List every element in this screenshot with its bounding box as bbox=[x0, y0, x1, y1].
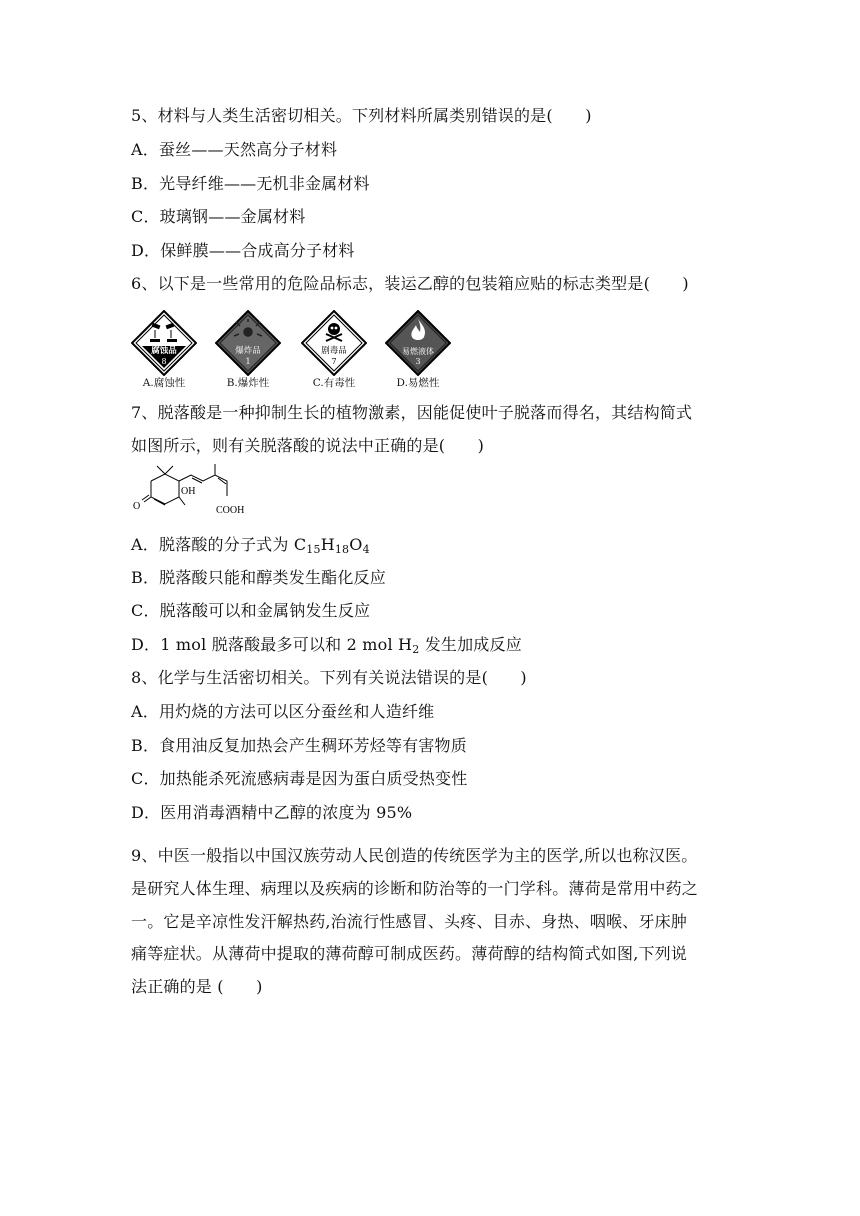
hazard-signs bbox=[131, 310, 451, 392]
sign-number-explosive: 1 bbox=[245, 357, 251, 366]
sign-number-toxic: 7 bbox=[331, 357, 337, 366]
element-h: H bbox=[320, 535, 335, 554]
q5-stem: 5、材料与人类生活密切相关。下列材料所属类别错误的是( ) bbox=[131, 106, 592, 125]
q7-option-b: B．脱落酸只能和醇类发生酯化反应 bbox=[131, 568, 386, 587]
q7-option-d-text: D．1 mol 脱落酸最多可以和 2 mol H bbox=[131, 635, 413, 654]
q8-stem: 8、化学与生活密切相关。下列有关说法错误的是( ) bbox=[131, 668, 527, 687]
q5-option-c: C．玻璃钢——金属材料 bbox=[131, 207, 306, 226]
element-o: O bbox=[349, 535, 363, 554]
q8-option-a: A．用灼烧的方法可以区分蚕丝和人造纤维 bbox=[131, 702, 435, 721]
q6-stem: 6、以下是一些常用的危险品标志，装运乙醇的包装箱应贴的标志类型是( ) bbox=[131, 274, 689, 293]
q8-option-d: D．医用消毒酒精中乙醇的浓度为 95% bbox=[131, 803, 413, 822]
sign-caption-c: C.有毒性 bbox=[312, 377, 356, 389]
q5-option-d: D．保鲜膜——合成高分子材料 bbox=[131, 241, 355, 260]
sign-name-corrosive: 腐蚀品 bbox=[151, 346, 177, 356]
hazard-sign-toxic bbox=[301, 310, 367, 392]
q7-option-c: C．脱落酸可以和金属钠发生反应 bbox=[131, 601, 371, 620]
hazard-sign-flammable bbox=[385, 310, 451, 392]
hazard-sign-corrosive bbox=[131, 310, 197, 392]
q7-option-d-suffix: 发生加成反应 bbox=[419, 635, 522, 654]
sign-name-toxic: 剧毒品 bbox=[321, 346, 347, 356]
structure-diagram bbox=[131, 462, 256, 522]
ketone-o-label: O bbox=[133, 501, 141, 512]
q7-option-a bbox=[131, 535, 370, 557]
q8-option-b: B．食用油反复加热会产生稠环芳烃等有害物质 bbox=[131, 736, 467, 755]
q7-stem-line1: 7、脱落酸是一种抑制生长的植物激素，因能促使叶子脱落而得名，其结构简式 bbox=[131, 403, 693, 422]
subscript: 18 bbox=[334, 543, 350, 556]
subscript: 15 bbox=[306, 543, 321, 556]
sign-name-flammable: 易燃液体 bbox=[402, 347, 434, 356]
sign-number-flammable: 3 bbox=[415, 357, 421, 366]
q9-line-3: 一。它是辛凉性发汗解热药,治流行性感冒、头疼、目赤、身热、咽喉、牙床肿 bbox=[131, 912, 688, 931]
q5-option-b: B．光导纤维——无机非金属材料 bbox=[131, 174, 370, 193]
q5-option-a: A．蚕丝——天然高分子材料 bbox=[131, 140, 338, 159]
sign-caption-d: D.易燃性 bbox=[396, 377, 440, 389]
q9-line-2: 是研究人体生理、病理以及疾病的诊断和防治等的一门学科。薄荷是常用中药之 bbox=[131, 879, 699, 898]
oh-label: OH bbox=[181, 486, 196, 497]
q7-option-d bbox=[131, 635, 522, 657]
sign-name-explosive: 爆炸品 bbox=[235, 346, 261, 356]
q9-line-1: 9、中医一般指以中国汉族劳动人民创造的传统医学为主的医学,所以也称汉医。 bbox=[131, 846, 698, 865]
q8-option-c: C．加热能杀死流感病毒是因为蛋白质受热变性 bbox=[131, 769, 468, 788]
sign-number-corrosive: 8 bbox=[161, 357, 167, 366]
cooh-label: COOH bbox=[216, 505, 245, 516]
q9-line-5: 法正确的是 ( ) bbox=[131, 977, 263, 996]
subscript: 4 bbox=[362, 543, 370, 556]
q7-stem-line2: 如图所示，则有关脱落酸的说法中正确的是( ) bbox=[131, 436, 485, 455]
subscript: 2 bbox=[412, 643, 420, 656]
q9-line-4: 痛等症状。从薄荷中提取的薄荷醇可制成医药。薄荷醇的结构简式如图,下列说 bbox=[131, 944, 688, 963]
sign-caption-b: B.爆炸性 bbox=[226, 377, 270, 389]
abscisic-acid-structure bbox=[131, 462, 256, 522]
hazard-sign-explosive bbox=[215, 310, 281, 392]
q7-option-a-text: A．脱落酸的分子式为 C bbox=[131, 535, 307, 554]
sign-caption-a: A.腐蚀性 bbox=[142, 377, 186, 389]
